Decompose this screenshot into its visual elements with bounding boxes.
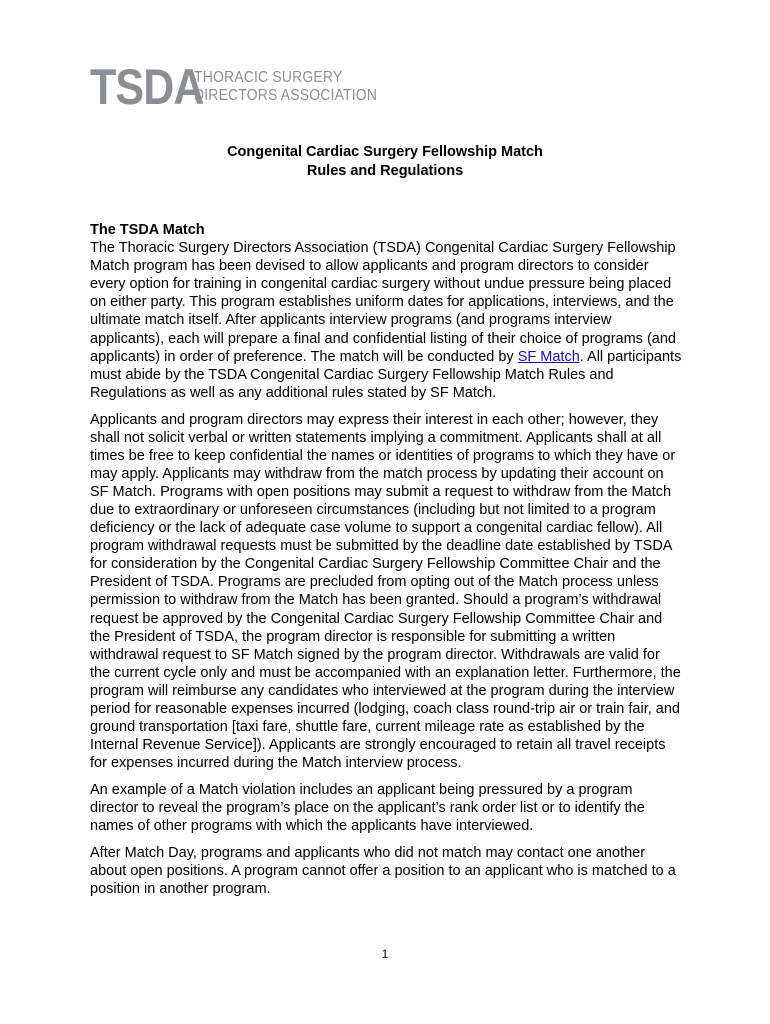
paragraph-1-text-b: . All participants must abide by the TSDA Congenital Cardiac Surgery Fellowship Match Rules and Regulations as well as any additional rules stated by SF Match. [90,348,682,401]
section-heading: The TSDA Match [90,222,205,238]
tsda-logo [90,59,397,115]
sf-match-link[interactable]: SF Match [517,348,580,365]
paragraph-1 [90,239,682,402]
title-line-1: Congenital Cardiac Surgery Fellowship Match [227,144,543,160]
logo-mark: TSDA [90,59,204,115]
logo-wordmark [194,69,377,105]
paragraph-2: Applicants and program directors may express their interest in each other; however, they shall not solicit verbal or written statements implying a commitment. Applicants shall at all times be free to keep confidential the names or identities of programs to which they have or may apply. Applicants may withdraw from the match process by updating their account on SF Match. Programs with open positions may submit a request to withdraw from the Match due to extraordinary or unforeseen circumstances (including but not limited to a program deficiency or the lack of adequate case volume to support a congenital cardiac fellow). All program withdrawal requests must be submitted by the deadline date established by TSDA for consideration by the Congenital Cardiac Surgery Fellowship Committee Chair and the President of TSDA. Programs are precluded from opting out of the Match process unless permission to withdraw from the Match has been granted. Should a program’s withdrawal request be approved by the Congenital Cardiac Surgery Fellowship Committee Chair and the President of TSDA, the program director is responsible for submitting a written withdrawal request to SF Match signed by the program director. Withdrawals are valid for the current cycle only and must be accompanied with an explanation letter. Furthermore, the program will reimburse any candidates who interviewed at the program during the interview period for reasonable expenses incurred (lodging, coach class round-trip air or train fair, and ground transportation [taxi fare, shuttle fare, current mileage rate as established by the Internal Revenue Service]). Applicants are strongly encouraged to retain all travel receipts for expenses incurred during the Match interview process. [90,411,681,772]
logo-line-2: DIRECTORS ASSOCIATION [194,87,378,104]
paragraph-3: An example of a Match violation includes an applicant being pressured by a program director to reveal the program’s place on the applicant’s rank order list or to identify the names of other programs with which the applicants have interviewed. [90,782,645,835]
title-line-2: Rules and Regulations [306,163,464,179]
logo-line-1: THORACIC SURGERY [194,69,343,86]
document-title [0,143,770,181]
paragraph-1-text-a: The Thoracic Surgery Directors Association (TSDA) Congenital Cardiac Surgery Fellowship Match program has been devised to allow applicants and program directors to consider every option for training in congenital cardiac surgery without undue pressure being placed on either party. This program establishes uniform dates for applications, interviews, and the ultimate match itself. After applicants interview programs (and programs interview applicants), each will prepare a final and confidential listing of their choice of programs (and applicants) in order of preference. The match will be conducted by [90,240,676,365]
page-number: 1 [381,947,389,961]
paragraph-4: After Match Day, programs and applicants who did not match may contact one another about open positions. A program cannot offer a position to an applicant who is matched to a position in another program. [90,844,676,898]
document-body [90,221,682,907]
